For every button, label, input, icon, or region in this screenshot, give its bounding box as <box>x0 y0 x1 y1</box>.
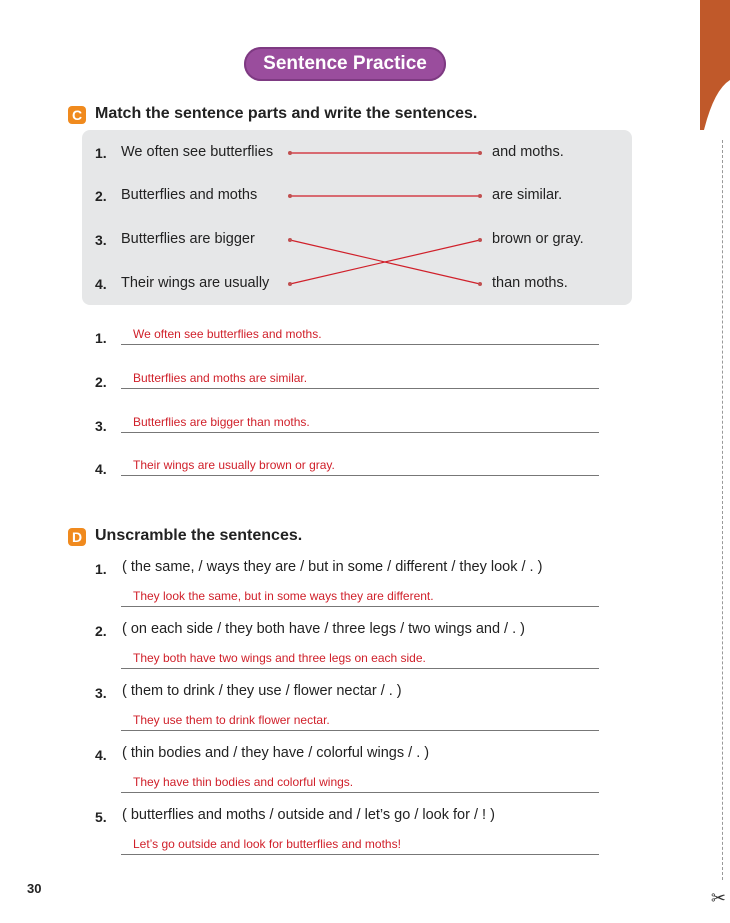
section-d-badge: D <box>68 528 86 546</box>
answer-num-1: 1. <box>95 330 107 346</box>
section-c-instruction: Match the sentence parts and write the sentences. <box>95 105 478 122</box>
section-c-badge: C <box>68 106 86 124</box>
page-number: 30 <box>27 881 42 896</box>
unscramble-num-2: 2. <box>95 623 107 639</box>
unscramble-prompt-2: ( on each side / they both have / three legs / two wings and / . ) <box>122 621 526 637</box>
match-left-num-2: 2. <box>95 188 107 204</box>
answer-line-4[interactable]: Their wings are usually brown or gray. <box>121 458 599 476</box>
right-dot-2[interactable] <box>478 194 482 198</box>
left-dot-2[interactable] <box>288 194 292 198</box>
unscramble-answer-4[interactable]: They have thin bodies and colorful wings. <box>121 775 599 793</box>
match-left-3: Butterflies are bigger <box>121 231 255 247</box>
unscramble-answer-1[interactable]: They look the same, but in some ways they are different. <box>121 589 599 607</box>
match-left-4: Their wings are usually <box>121 275 270 291</box>
unscramble-answer-2[interactable]: They both have two wings and three legs on each side. <box>121 651 599 669</box>
match-left-num-3: 3. <box>95 232 107 248</box>
unscramble-num-4: 4. <box>95 747 107 763</box>
answer-num-4: 4. <box>95 461 107 477</box>
unscramble-prompt-1: ( the same, / ways they are / but in some / different / they look / . ) <box>122 559 543 575</box>
unscramble-prompt-4: ( thin bodies and / they have / colorful wings / . ) <box>122 745 430 761</box>
right-dot-1[interactable] <box>478 151 482 155</box>
match-right-1: and moths. <box>492 144 564 160</box>
answer-line-1[interactable]: We often see butterflies and moths. <box>121 327 599 345</box>
answer-line-2[interactable]: Butterflies and moths are similar. <box>121 371 599 389</box>
unscramble-prompt-5: ( butterflies and moths / outside and / let’s go / look for / ! ) <box>122 807 495 823</box>
match-left-num-1: 1. <box>95 145 107 161</box>
unscramble-num-1: 1. <box>95 561 107 577</box>
answer-num-2: 2. <box>95 374 107 390</box>
scissors-icon: ✂ <box>710 888 726 908</box>
unscramble-num-3: 3. <box>95 685 107 701</box>
match-right-3: brown or gray. <box>492 231 584 247</box>
match-right-4: than moths. <box>492 275 568 291</box>
answer-num-3: 3. <box>95 418 107 434</box>
page-title: Sentence Practice <box>244 47 446 81</box>
left-dot-4[interactable] <box>288 282 292 286</box>
left-dot-1[interactable] <box>288 151 292 155</box>
match-right-2: are similar. <box>492 187 563 203</box>
unscramble-num-5: 5. <box>95 809 107 825</box>
left-dot-3[interactable] <box>288 238 292 242</box>
unscramble-answer-5[interactable]: Let’s go outside and look for butterflies and moths! <box>121 837 599 855</box>
section-d-instruction: Unscramble the sentences. <box>95 527 303 544</box>
unscramble-prompt-3: ( them to drink / they use / flower nectar / . ) <box>122 683 402 699</box>
answer-line-3[interactable]: Butterflies are bigger than moths. <box>121 415 599 433</box>
right-dot-3[interactable] <box>478 238 482 242</box>
match-left-num-4: 4. <box>95 276 107 292</box>
unscramble-answer-3[interactable]: They use them to drink flower nectar. <box>121 713 599 731</box>
match-left-1: We often see butterflies <box>121 144 274 160</box>
match-left-2: Butterflies and moths <box>121 187 258 203</box>
right-dot-4[interactable] <box>478 282 482 286</box>
